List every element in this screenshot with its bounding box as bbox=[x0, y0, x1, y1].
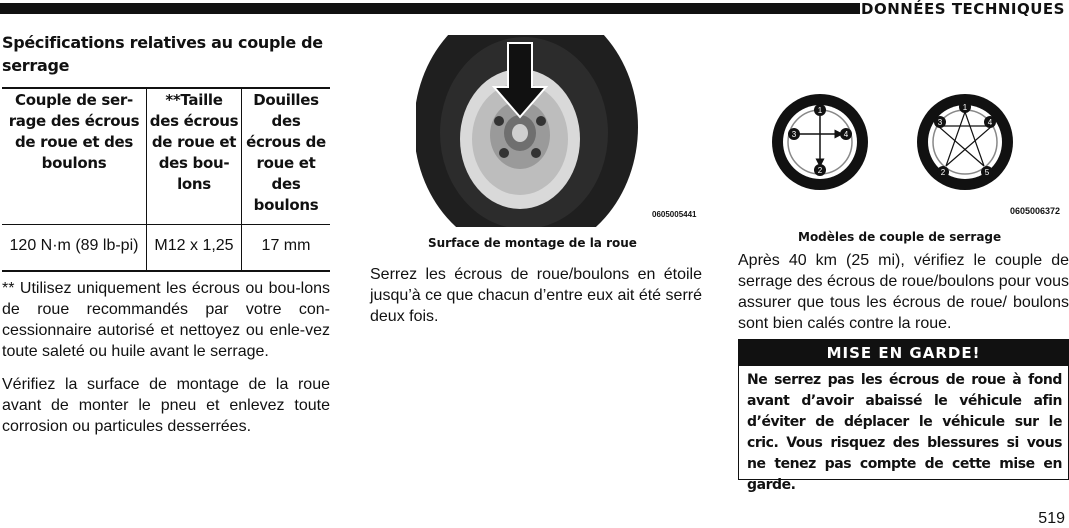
figure-code: 0605005441 bbox=[652, 210, 697, 219]
table-header-size: **Taille des écrous de roue et des bou-lons bbox=[147, 88, 242, 225]
table-footnote: ** Utilisez uniquement les écrous ou bou-lons de roue recommandés par votre con-cessionnaire autorisé et nettoyez ou enle-vez toute saleté ou huile avant le serrage. bbox=[2, 280, 330, 360]
svg-text:4: 4 bbox=[987, 118, 993, 127]
svg-text:2: 2 bbox=[817, 166, 823, 175]
svg-text:3: 3 bbox=[791, 130, 797, 139]
table-row bbox=[2, 225, 330, 272]
table-cell-size: M12 x 1,25 bbox=[147, 225, 242, 272]
svg-text:1: 1 bbox=[817, 106, 823, 115]
figure-caption: Surface de montage de la roue bbox=[428, 236, 637, 250]
left-column bbox=[2, 31, 330, 437]
svg-text:2: 2 bbox=[940, 168, 946, 177]
svg-text:5: 5 bbox=[984, 168, 990, 177]
svg-text:3: 3 bbox=[937, 118, 943, 127]
five-lug-pattern bbox=[917, 94, 1013, 190]
table-header-socket: Douilles des écrous de roue et des boulons bbox=[242, 88, 331, 225]
figure-code: 0605006372 bbox=[1009, 206, 1060, 216]
table-header-torque: Couple de ser-rage des écrous de roue et des boulons bbox=[2, 88, 147, 225]
mounting-surface-paragraph: Vérifiez la surface de montage de la roue avant de monter le pneu et enlevez toute corrosion ou particules desserrées. bbox=[2, 376, 330, 435]
section-title: Spécifications relatives au couple de serrage bbox=[2, 33, 323, 75]
retorque-paragraph: Après 40 km (25 mi), vérifiez le couple de serrage des écrous de roue/boulons pour vous assurer que tous les écrous de roue/ boulons sont bien calés contre la roue. bbox=[738, 252, 1069, 332]
wheel-mounting-photo bbox=[416, 35, 701, 227]
warning-title: MISE EN GARDE! bbox=[739, 340, 1068, 366]
warning-text: Ne serrez pas les écrous de roue à fond avant d’avoir abaissé le véhicule afin d’éviter de déplacer le véhicule sur le cric. Vous risquez des blessures si vous ne tenez pas compte de cette mise en garde. bbox=[747, 372, 1062, 493]
table-cell-socket: 17 mm bbox=[242, 225, 331, 272]
figure-caption: Modèles de couple de serrage bbox=[798, 230, 1002, 244]
torque-spec-table bbox=[2, 87, 330, 272]
running-header: DONNÉES TECHNIQUES bbox=[861, 0, 1065, 18]
table-cell-torque: 120 N·m (89 lb-pi) bbox=[9, 237, 139, 254]
header-rule bbox=[0, 3, 860, 14]
four-lug-pattern bbox=[772, 94, 868, 190]
svg-text:4: 4 bbox=[843, 130, 849, 139]
star-pattern-paragraph: Serrez les écrous de roue/boulons en étoile jusqu’à ce que chacun d’entre eux ait été serré deux fois. bbox=[370, 266, 702, 325]
torque-pattern-diagram bbox=[760, 80, 1060, 220]
page-number: 519 bbox=[1038, 510, 1065, 527]
table-header-row bbox=[2, 88, 330, 225]
warning-box bbox=[738, 339, 1069, 493]
svg-text:1: 1 bbox=[962, 103, 968, 112]
